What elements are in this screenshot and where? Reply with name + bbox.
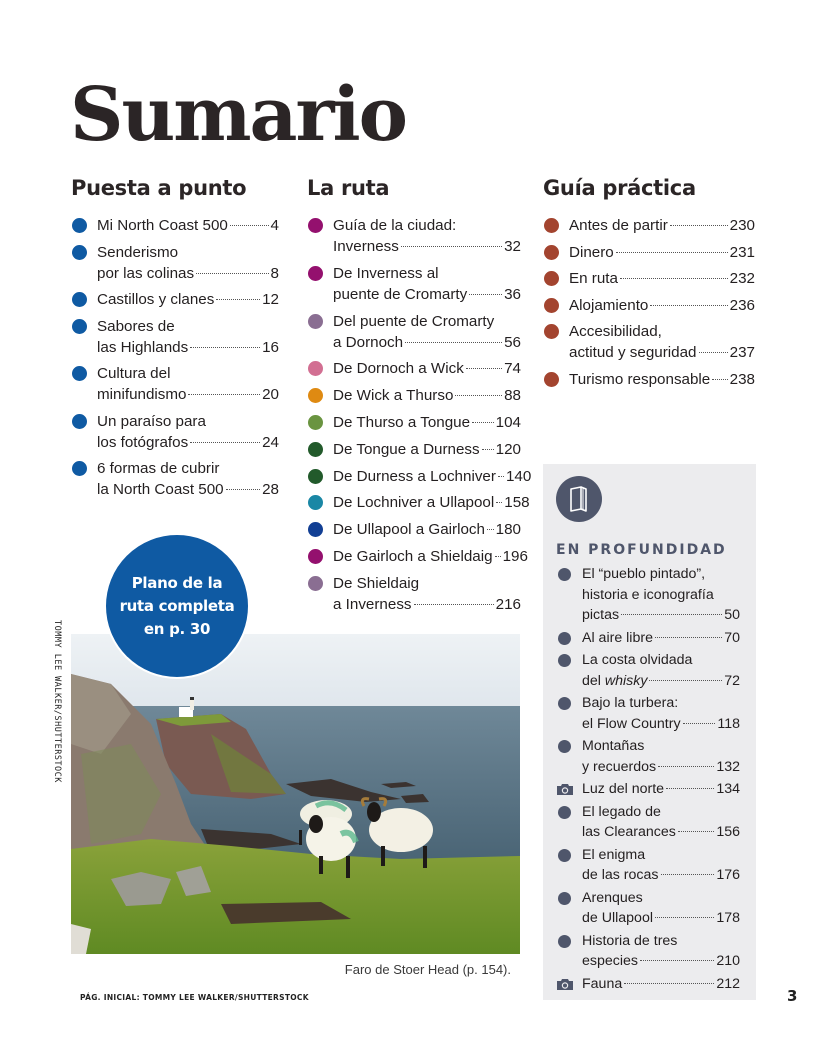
- toc-entry[interactable]: [307, 573, 521, 615]
- dot-leader: [655, 637, 722, 638]
- entry-text: De Durness a Lochniver: [333, 467, 496, 485]
- entry-text: las Highlands: [97, 338, 189, 356]
- toc-entry[interactable]: [556, 974, 740, 995]
- section-guia-practica: [543, 176, 755, 395]
- toc-entry[interactable]: [307, 519, 521, 540]
- entry-text: Accesibilidad,: [569, 323, 662, 340]
- bullet-dot-icon: [308, 415, 323, 430]
- dot-leader: [482, 449, 494, 450]
- bullet-dot-icon: [544, 372, 559, 387]
- entry-text: En ruta: [569, 270, 618, 287]
- toc-entry[interactable]: [543, 295, 755, 316]
- dot-leader: [620, 278, 728, 279]
- entry-text: 6 formas de cubrir: [97, 460, 220, 477]
- toc-entry[interactable]: [556, 650, 740, 691]
- entry-text: del whisky: [582, 672, 648, 689]
- entry-text: y recuerdos: [582, 758, 657, 775]
- page-ref: 118: [717, 715, 740, 732]
- toc-entry[interactable]: [556, 845, 740, 886]
- badge-line: ruta completa: [119, 596, 235, 615]
- bullet-dot-icon: [308, 388, 323, 403]
- page-ref: 156: [716, 824, 740, 840]
- photo-credit-vertical: TOMMY LEE WALKER/SHUTTERSTOCK: [52, 620, 62, 783]
- book-icon: [556, 476, 602, 522]
- bullet-dot-icon: [308, 576, 323, 591]
- entry-text: minifundismo: [97, 386, 187, 403]
- entry-text: por las colinas: [97, 264, 195, 282]
- toc-entry[interactable]: [307, 466, 532, 487]
- toc-entry[interactable]: [307, 215, 521, 257]
- page-ref: 50: [724, 607, 740, 623]
- entry-text: Luz del norte: [582, 781, 665, 797]
- bullet-dot-icon: [558, 806, 571, 819]
- entry-text: Mi North Coast 500: [97, 217, 228, 234]
- dot-leader: [621, 614, 722, 615]
- toc-entry[interactable]: [307, 385, 521, 406]
- page-ref: 232: [729, 270, 755, 287]
- dot-leader: [649, 680, 722, 681]
- toc-entry[interactable]: [307, 546, 528, 567]
- entry-text: puente de Cromarty: [333, 285, 468, 303]
- page-ref: 176: [716, 867, 740, 883]
- toc-list: [307, 215, 532, 615]
- toc-entry[interactable]: [543, 369, 755, 390]
- page-ref: 4: [270, 217, 279, 234]
- toc-entry[interactable]: [556, 888, 740, 929]
- bullet-dot-icon: [544, 245, 559, 260]
- dot-leader: [188, 394, 260, 395]
- dot-leader: [469, 294, 502, 295]
- dot-leader: [666, 788, 714, 789]
- entry-text: Historia de tres: [582, 932, 678, 949]
- entry-text: los fotógrafos: [97, 433, 189, 451]
- toc-entry[interactable]: [556, 736, 740, 777]
- entry-text: a Inverness: [333, 595, 412, 613]
- camera-icon: [556, 977, 574, 998]
- bullet-dot-icon: [308, 361, 323, 376]
- bullet-dot-icon: [558, 849, 571, 862]
- entry-text: El “pueblo pintado”,: [582, 566, 706, 582]
- page-ref: 196: [502, 547, 528, 565]
- page-ref: 178: [716, 910, 740, 926]
- section-heading: Guía práctica: [543, 176, 696, 200]
- bullet-dot-icon: [72, 245, 87, 260]
- dot-leader: [683, 723, 716, 724]
- page-ref: 56: [504, 333, 521, 351]
- dot-leader: [455, 395, 502, 396]
- toc-entry[interactable]: [556, 802, 740, 843]
- entry-text: De Thurso a Tongue: [333, 413, 471, 431]
- page-ref: 88: [504, 387, 521, 405]
- page-ref: 120: [495, 440, 521, 458]
- bullet-dot-icon: [72, 366, 87, 381]
- entry-text: El legado de: [582, 803, 661, 820]
- map-link-badge[interactable]: [104, 533, 250, 679]
- bullet-dot-icon: [308, 469, 323, 484]
- entry-text: Al aire libre: [582, 629, 653, 646]
- page-ref: 132: [716, 758, 740, 775]
- toc-entry[interactable]: [556, 779, 740, 800]
- dot-leader: [405, 342, 502, 343]
- section-puesta-a-punto: [71, 176, 279, 506]
- toc-entry[interactable]: [307, 412, 521, 433]
- toc-list: [71, 215, 279, 500]
- bullet-dot-icon: [72, 292, 87, 307]
- entry-text: Guía de la ciudad:: [333, 217, 457, 234]
- entry-text: Turismo responsable: [569, 370, 711, 388]
- page-ref: 74: [504, 360, 521, 378]
- dot-leader: [712, 379, 727, 380]
- bullet-dot-icon: [544, 218, 559, 233]
- page-ref: 237: [729, 344, 755, 361]
- toc-entry[interactable]: [307, 358, 521, 379]
- entry-text: historia e iconografía: [582, 586, 714, 603]
- toc-entry[interactable]: [71, 242, 279, 284]
- toc-entry[interactable]: [71, 411, 279, 453]
- entry-text: De Wick a Thurso: [333, 387, 454, 405]
- entry-text: De Shieldaig: [333, 574, 420, 592]
- page-ref: 180: [495, 521, 521, 539]
- entry-text: las Clearances: [582, 824, 676, 840]
- page-ref: 104: [495, 413, 521, 431]
- entry-text: de las rocas: [582, 867, 659, 883]
- dot-leader: [196, 273, 268, 274]
- page-ref: 36: [504, 285, 521, 303]
- page-ref: 134: [716, 781, 740, 797]
- badge-line: en p. 30: [143, 619, 211, 638]
- entry-text: Montañas: [582, 738, 645, 754]
- bullet-dot-icon: [308, 314, 323, 329]
- page-ref: 16: [262, 338, 279, 356]
- toc-list: [543, 215, 755, 390]
- dot-leader: [216, 299, 260, 300]
- page-ref: 140: [505, 467, 532, 485]
- italic-term: whisky: [604, 672, 648, 689]
- dot-leader: [661, 874, 715, 875]
- toc-entry[interactable]: [71, 316, 279, 358]
- bullet-dot-icon: [308, 549, 323, 564]
- entry-text: De Dornoch a Wick: [333, 360, 464, 378]
- bullet-dot-icon: [308, 495, 323, 510]
- dot-leader: [655, 917, 714, 918]
- bullet-dot-icon: [308, 266, 323, 281]
- entry-text: el Flow Country: [582, 715, 681, 732]
- section-la-ruta: [307, 176, 532, 621]
- entry-text: Del puente de Cromarty: [333, 312, 495, 330]
- entry-text: de Ullapool: [582, 910, 653, 926]
- toc-list: [556, 564, 740, 994]
- dot-leader: [495, 556, 501, 557]
- toc-entry[interactable]: [71, 215, 279, 236]
- toc-entry[interactable]: [307, 492, 530, 513]
- page-ref: 32: [504, 238, 521, 255]
- bullet-dot-icon: [544, 298, 559, 313]
- entry-text: Un paraíso para: [97, 412, 206, 430]
- bullet-dot-icon: [544, 271, 559, 286]
- page-ref: 238: [729, 370, 755, 388]
- bullet-dot-icon: [558, 740, 571, 753]
- toc-entry[interactable]: [543, 242, 755, 263]
- entry-text: Inverness: [333, 238, 399, 255]
- dot-leader: [414, 604, 494, 605]
- bullet-dot-icon: [558, 697, 571, 710]
- dot-leader: [658, 766, 714, 767]
- toc-entry[interactable]: [543, 321, 755, 363]
- bullet-dot-icon: [558, 935, 571, 948]
- page-ref: 158: [504, 494, 530, 512]
- dot-leader: [498, 476, 504, 477]
- entry-text: De Tongue a Durness: [333, 440, 480, 458]
- bullet-dot-icon: [558, 892, 571, 905]
- dot-leader: [190, 347, 260, 348]
- entry-text: La costa olvidada: [582, 652, 693, 668]
- page-ref: 210: [716, 953, 740, 969]
- bullet-dot-icon: [558, 654, 571, 667]
- entry-text: pictas: [582, 607, 620, 623]
- entry-text: Arenques: [582, 889, 643, 906]
- entry-text: Fauna: [582, 975, 623, 992]
- entry-text: De Inverness al: [333, 264, 439, 282]
- dot-leader: [466, 368, 502, 369]
- page-ref: 231: [729, 243, 755, 261]
- bullet-dot-icon: [72, 218, 87, 233]
- page-ref: 70: [724, 629, 740, 646]
- dot-leader: [624, 983, 714, 984]
- entry-text: Bajo la turbera:: [582, 695, 679, 711]
- toc-entry[interactable]: [71, 458, 279, 500]
- dot-leader: [496, 502, 502, 503]
- toc-entry[interactable]: [556, 693, 740, 734]
- entry-text: especies: [582, 953, 638, 969]
- badge-line: Plano de la: [131, 573, 223, 592]
- page-ref: 230: [729, 217, 755, 234]
- page-ref: 12: [262, 291, 279, 308]
- toc-entry[interactable]: [71, 363, 279, 405]
- section-heading: Puesta a punto: [71, 176, 247, 200]
- page-ref: 212: [716, 975, 740, 992]
- entry-text: El enigma: [582, 846, 646, 863]
- photo-stoer-head: [71, 634, 520, 954]
- toc-entry[interactable]: [556, 564, 740, 626]
- page-ref: 236: [729, 296, 755, 314]
- page-ref: 72: [724, 672, 740, 689]
- page-ref: 20: [262, 386, 279, 403]
- entry-text: Sabores de: [97, 317, 175, 335]
- entry-text: actitud y seguridad: [569, 344, 697, 361]
- toc-entry[interactable]: [556, 628, 740, 649]
- bullet-dot-icon: [558, 568, 571, 581]
- entry-text: a Dornoch: [333, 333, 404, 351]
- dot-leader: [226, 489, 260, 490]
- toc-entry[interactable]: [307, 263, 521, 305]
- entry-text: Antes de partir: [569, 217, 668, 234]
- bullet-dot-icon: [308, 218, 323, 233]
- toc-entry[interactable]: [71, 289, 279, 310]
- dot-leader: [472, 422, 494, 423]
- toc-entry[interactable]: [307, 439, 521, 460]
- page-ref: 28: [262, 481, 279, 498]
- camera-icon: [556, 782, 574, 803]
- toc-entry[interactable]: [543, 268, 755, 289]
- bullet-dot-icon: [72, 461, 87, 476]
- dot-leader: [230, 225, 269, 226]
- en-profundidad-box: [543, 464, 756, 1000]
- entry-text: Dinero: [569, 243, 614, 261]
- dot-leader: [699, 352, 728, 353]
- toc-entry[interactable]: [556, 931, 740, 972]
- bullet-dot-icon: [72, 319, 87, 334]
- entry-text: Alojamiento: [569, 296, 649, 314]
- dot-leader: [401, 246, 502, 247]
- entry-text: De Lochniver a Ullapool: [333, 494, 495, 512]
- dot-leader: [640, 960, 714, 961]
- entry-text: Cultura del: [97, 365, 171, 382]
- dot-leader: [678, 831, 714, 832]
- page-ref: 8: [270, 264, 279, 282]
- entry-text: la North Coast 500: [97, 481, 224, 498]
- page-title: Sumario: [70, 72, 406, 158]
- bullet-dot-icon: [544, 324, 559, 339]
- toc-entry[interactable]: [543, 215, 755, 236]
- section-heading: La ruta: [307, 176, 390, 200]
- entry-text: De Ullapool a Gairloch: [333, 521, 485, 539]
- box-heading: EN PROFUNDIDAD: [556, 542, 727, 558]
- dot-leader: [650, 305, 727, 306]
- bullet-dot-icon: [308, 442, 323, 457]
- toc-entry[interactable]: [307, 311, 521, 353]
- bullet-dot-icon: [558, 632, 571, 645]
- footer-credit: PÁG. INICIAL: TOMMY LEE WALKER/SHUTTERSTOCK: [80, 993, 309, 1002]
- entry-text: Castillos y clanes: [97, 291, 215, 308]
- dot-leader: [487, 529, 494, 530]
- entry-text: De Gairloch a Shieldaig: [333, 547, 493, 565]
- dot-leader: [190, 442, 260, 443]
- dot-leader: [616, 252, 728, 253]
- entry-text: Senderismo: [97, 243, 179, 261]
- dot-leader: [670, 225, 728, 226]
- bullet-dot-icon: [308, 522, 323, 537]
- page-number: 3: [787, 987, 798, 1005]
- page-ref: 216: [495, 595, 521, 613]
- page-ref: 24: [262, 433, 279, 451]
- bullet-dot-icon: [72, 414, 87, 429]
- photo-caption: Faro de Stoer Head (p. 154).: [344, 962, 511, 977]
